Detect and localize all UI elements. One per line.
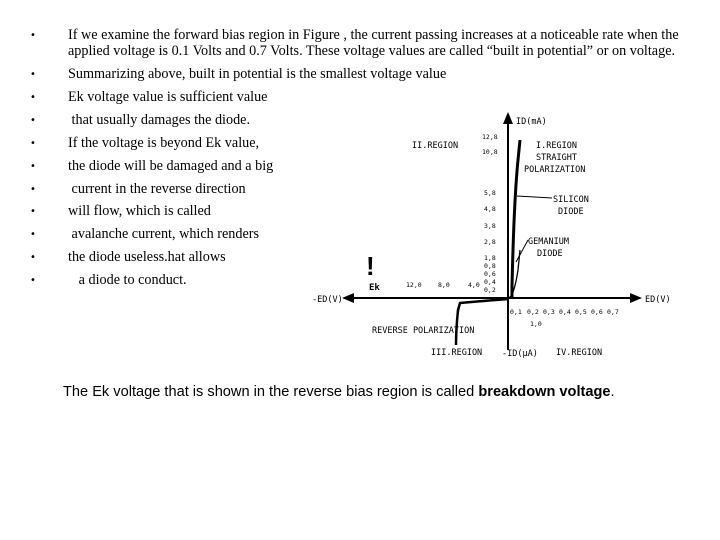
x-tick-label: 0,7 bbox=[607, 308, 619, 316]
region-2-label: II.REGION bbox=[412, 141, 459, 151]
region-3-label: III.REGION bbox=[431, 348, 483, 358]
bullet-text: Summarizing above, built in potential is the smallest voltage value bbox=[68, 65, 447, 82]
x-axis-label: ED(V) bbox=[645, 295, 671, 305]
warning-exclaim-icon: ! bbox=[366, 251, 375, 281]
germanium-label: DIODE bbox=[537, 249, 563, 259]
x-tick-label: 0,4 bbox=[559, 308, 571, 316]
footer-caption bbox=[63, 384, 615, 400]
bullet-text: a diode to conduct. bbox=[68, 272, 187, 289]
x-tick-label: 0,5 bbox=[575, 308, 587, 316]
x-tick-label: 0,2 bbox=[527, 308, 539, 316]
y-tick-label: 2,8 bbox=[484, 238, 496, 246]
bullet-dot: • bbox=[30, 160, 36, 172]
x-axis-neg-label: -ED(V) bbox=[312, 295, 343, 305]
bullet-dot: • bbox=[30, 183, 36, 195]
y-tick-label: 4,8 bbox=[484, 205, 496, 213]
x-tick-label: 8,0 bbox=[438, 281, 450, 289]
bullet-text: Ek voltage value is sufficient value bbox=[68, 88, 268, 105]
bullet-dot: • bbox=[30, 30, 36, 41]
reverse-polarization-label: REVERSE POLARIZATION bbox=[372, 326, 475, 336]
x-tick-label: 0,3 bbox=[543, 308, 555, 316]
x-tick-label: 1,0 bbox=[530, 320, 542, 328]
bullet-dot: • bbox=[30, 91, 36, 103]
bullet-text: If the voltage is beyond Ek value, bbox=[68, 134, 260, 151]
y-tick-label: 12,8 bbox=[482, 133, 498, 141]
bullet-dot: • bbox=[30, 206, 36, 218]
silicon-label: DIODE bbox=[558, 207, 584, 217]
y-tick-label: 0,8 bbox=[484, 262, 496, 270]
y-tick-label: 0,6 bbox=[484, 270, 496, 278]
region-1-label: I.REGION bbox=[536, 141, 577, 151]
y-axis-label: ID(mA) bbox=[516, 117, 547, 127]
x-tick-label: 0,6 bbox=[591, 308, 603, 316]
y-tick-label: 5,8 bbox=[484, 189, 496, 197]
x-tick-label: 12,0 bbox=[406, 281, 422, 289]
y-tick-label: 3,8 bbox=[484, 222, 496, 230]
bullet-text: current in the reverse direction bbox=[68, 180, 246, 197]
y-tick-label: 10,8 bbox=[482, 148, 498, 156]
germanium-label: GEMANIUM bbox=[528, 237, 569, 247]
x-tick-label: 4,0 bbox=[468, 281, 480, 289]
neg-y-axis-label: -ID(μA) bbox=[502, 349, 538, 359]
bullet-text: the diode will be damaged and a big bbox=[68, 157, 274, 174]
footer-bold-term: breakdown voltage bbox=[478, 384, 611, 400]
y-tick-label: 0,2 bbox=[484, 286, 496, 294]
y-tick-label: 0,4 bbox=[484, 278, 496, 286]
bullet-dot: • bbox=[30, 137, 36, 149]
bullet-dot: • bbox=[30, 229, 36, 241]
x-tick-label: 0,1 bbox=[510, 308, 522, 316]
bullet-dot: • bbox=[30, 252, 36, 264]
figure-background bbox=[316, 112, 696, 362]
region-1-sub1: STRAIGHT bbox=[536, 153, 577, 163]
bullet-dot: • bbox=[30, 68, 36, 80]
silicon-label: SILICON bbox=[553, 195, 589, 205]
bullet-text: If we examine the forward bias region in Figure , the current passing increases at a noticeable rate when the applied voltage is 0.1 Volts and 0.7 Volts. These voltage values are called “built in potential” or on voltage. bbox=[68, 27, 679, 59]
bullet-text: that usually damages the diode. bbox=[68, 111, 251, 128]
y-tick-label: 1,8 bbox=[484, 254, 496, 262]
bullet-text: the diode useless.hat allows bbox=[68, 249, 226, 266]
bullet-text: avalanche current, which renders bbox=[68, 226, 260, 243]
bullet-text: will flow, which is called bbox=[68, 203, 211, 220]
footer-prefix: The Ek voltage that is shown in the reverse bias region is called bbox=[63, 384, 479, 400]
region-1-sub2: POLARIZATION bbox=[524, 165, 586, 175]
bullet-dot: • bbox=[30, 275, 36, 287]
region-4-label: IV.REGION bbox=[556, 348, 603, 358]
ek-label: Ek bbox=[369, 283, 380, 293]
bullet-dot: • bbox=[30, 114, 36, 126]
footer-suffix: . bbox=[610, 384, 615, 400]
